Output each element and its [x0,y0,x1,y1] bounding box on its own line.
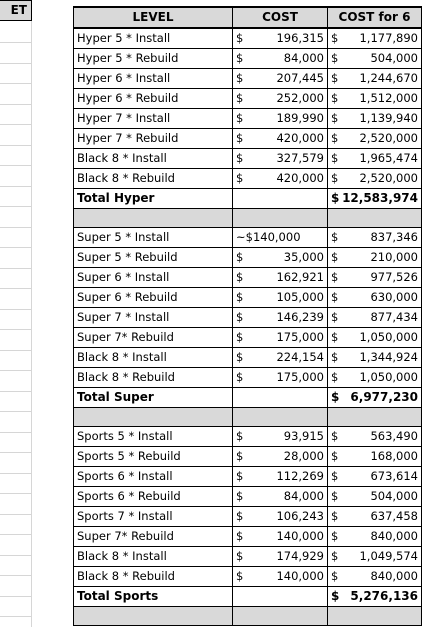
level-cell[interactable]: Black 8 * Install [74,547,233,567]
currency-symbol: $ [331,330,339,344]
cost-for-6-value: 840,000 [370,569,418,583]
level-cell[interactable]: Sports 6 * Rebuild [74,487,233,507]
table-row [74,507,422,527]
header-cost[interactable]: COST [233,7,328,28]
adjacent-gridline [0,616,32,617]
adjacent-gridline [0,596,32,597]
cost-cell[interactable] [233,487,328,507]
currency-symbol: $ [331,250,339,264]
adjacent-sheet-column [0,0,32,627]
cost-for-6-cell[interactable] [328,527,422,547]
cost-for-6-cell[interactable] [328,288,422,308]
total-blank-cell[interactable] [233,388,328,408]
currency-symbol: $ [236,330,244,344]
cost-for-6-cell[interactable] [328,28,422,49]
currency-symbol: $ [331,469,339,483]
cost-for-6-value: 1,344,924 [359,350,418,364]
cost-for-6-value: 1,177,890 [359,31,418,45]
cost-value: 140,000 [276,569,324,583]
level-cell[interactable]: Black 8 * Rebuild [74,567,233,587]
cost-value: 175,000 [276,370,324,384]
adjacent-gridline [0,309,32,310]
total-blank-cell[interactable] [233,587,328,607]
cost-for-6-cell[interactable] [328,69,422,89]
currency-symbol: $ [331,171,339,185]
adjacent-gridline [0,432,32,433]
cost-cell[interactable] [233,109,328,129]
currency-symbol: $ [236,370,244,384]
level-cell[interactable]: Sports 6 * Install [74,467,233,487]
adjacent-gridline [0,411,32,412]
currency-symbol: $ [331,111,339,125]
currency-symbol: $ [331,151,339,165]
cost-for-6-cell[interactable] [328,149,422,169]
cost-value: 162,921 [276,270,324,284]
spacer-cell[interactable] [233,209,328,228]
currency-symbol: $ [331,290,339,304]
cost-for-6-value: 1,244,670 [359,71,418,85]
level-cell[interactable]: Super 7* Rebuild [74,527,233,547]
cost-cell[interactable] [233,348,328,368]
currency-symbol: $ [331,270,339,284]
cost-cell[interactable] [233,268,328,288]
cost-for-6-cell[interactable] [328,368,422,388]
cost-for-6-cell[interactable] [328,447,422,467]
currency-symbol: $ [236,489,244,503]
level-cell[interactable]: Sports 5 * Rebuild [74,447,233,467]
table-row [74,248,422,268]
level-cell[interactable]: Sports 7 * Install [74,507,233,527]
adjacent-gridline [0,42,32,43]
cost-cell[interactable] [233,149,328,169]
adjacent-gridline [0,555,32,556]
level-cell[interactable]: Hyper 7 * Rebuild [74,129,233,149]
currency-symbol: $ [236,350,244,364]
spacer-cell[interactable] [74,209,233,228]
currency-symbol: $ [236,509,244,523]
currency-symbol: $ [236,310,244,324]
currency-symbol: $ [236,469,244,483]
cost-value: 420,000 [276,171,324,185]
cost-value: 112,269 [276,469,324,483]
table-row [74,348,422,368]
cost-value: 146,239 [276,310,324,324]
cost-value: 207,445 [276,71,324,85]
cost-for-6-cell[interactable] [328,507,422,527]
currency-symbol: $ [236,51,244,65]
adjacent-gridline [0,268,32,269]
level-cell[interactable]: Super 7 * Install [74,308,233,328]
table-row [74,567,422,587]
cost-for-6-cell[interactable] [328,328,422,348]
header-level[interactable]: LEVEL [74,7,233,28]
cost-for-6-value: 637,458 [370,509,418,523]
cost-for-6-value: 977,526 [370,270,418,284]
cost-for-6-value: 168,000 [370,449,418,463]
cost-for-6-value: 1,049,574 [359,549,418,563]
adjacent-gridline [0,124,32,125]
adjacent-gridline [0,534,32,535]
currency-symbol: $ [236,151,244,165]
cost-for-6-value: 2,520,000 [359,131,418,145]
adjacent-gridline [0,206,32,207]
currency-symbol: $ [236,71,244,85]
total-value-cell[interactable] [328,587,422,607]
cost-for-6-cell[interactable] [328,308,422,328]
adjacent-gridline [0,452,32,453]
table-row [74,447,422,467]
level-cell[interactable]: Super 5 * Install [74,228,233,248]
table-row [74,368,422,388]
level-cell[interactable]: Sports 5 * Install [74,427,233,447]
cost-cell[interactable] [233,547,328,567]
total-blank-cell[interactable] [233,189,328,209]
cost-value: 28,000 [283,449,324,463]
cost-cell[interactable] [233,248,328,268]
cost-cell[interactable] [233,169,328,189]
adjacent-gridline [0,83,32,84]
cost-value: 175,000 [276,330,324,344]
total-value: 6,977,230 [350,390,418,404]
header-row [74,7,422,28]
level-cell[interactable]: Hyper 6 * Install [74,69,233,89]
header-cost-for-6[interactable]: COST for 6 [328,7,422,28]
currency-symbol: $ [331,131,339,145]
cost-for-6-value: 2,520,000 [359,171,418,185]
table-row [74,427,422,447]
table-row [74,28,422,49]
level-cell[interactable]: Hyper 5 * Rebuild [74,49,233,69]
adjacent-gridline [0,370,32,371]
total-value: 5,276,136 [350,589,418,603]
table-row [74,49,422,69]
level-cell[interactable]: Hyper 5 * Install [74,28,233,49]
cost-value: 106,243 [276,509,324,523]
cost-for-6-cell[interactable] [328,348,422,368]
currency-symbol: $ [331,509,339,523]
adjacent-gridline [0,288,32,289]
cost-for-6-value: 210,000 [370,250,418,264]
cost-cell[interactable] [233,129,328,149]
adjacent-gridline [0,473,32,474]
level-cell[interactable]: Black 8 * Install [74,149,233,169]
currency-symbol: $ [331,449,339,463]
cost-value: 105,000 [276,290,324,304]
currency-symbol: $ [236,31,244,45]
adjacent-gridline [0,493,32,494]
cost-cell[interactable] [233,507,328,527]
total-row [74,388,422,408]
currency-symbol: $ [236,449,244,463]
table-row [74,69,422,89]
table-row [74,129,422,149]
currency-symbol: $ [331,429,339,443]
total-label[interactable]: Total Hyper [74,189,233,209]
currency-symbol: $ [236,569,244,583]
cost-cell[interactable] [233,308,328,328]
adjacent-gridline [0,104,32,105]
currency-symbol: $ [236,549,244,563]
cost-for-6-cell[interactable] [328,169,422,189]
cost-for-6-value: 563,490 [370,429,418,443]
currency-symbol: $ [331,350,339,364]
total-label[interactable]: Total Sports [74,587,233,607]
cost-for-6-value: 1,050,000 [359,370,418,384]
currency-symbol: $ [236,111,244,125]
cost-cell[interactable] [233,567,328,587]
adjacent-gridline [0,329,32,330]
cost-for-6-value: 504,000 [370,51,418,65]
cost-for-6-value: 1,512,000 [359,91,418,105]
total-label[interactable]: Total Super [74,388,233,408]
level-cell[interactable]: Hyper 6 * Rebuild [74,89,233,109]
currency-symbol: $ [331,31,339,45]
cost-value: 189,990 [276,111,324,125]
currency-symbol: $ [331,529,339,543]
currency-symbol: $ [331,589,340,603]
cost-value: 224,154 [276,350,324,364]
table-row [74,308,422,328]
table-row [74,268,422,288]
level-cell[interactable]: Black 8 * Install [74,348,233,368]
cost-for-6-value: 840,000 [370,529,418,543]
table-row [74,328,422,348]
cost-for-6-value: 630,000 [370,290,418,304]
cost-for-6-cell[interactable] [328,567,422,587]
cost-for-6-cell[interactable] [328,427,422,447]
cost-cell[interactable] [233,69,328,89]
currency-symbol: $ [331,370,339,384]
table-row [74,169,422,189]
currency-symbol: $ [236,171,244,185]
currency-symbol: $ [331,191,340,205]
cost-value: 35,000 [283,250,324,264]
cost-cell[interactable]: ~$140,000 [233,228,328,248]
spacer-cell[interactable] [233,607,328,626]
cost-cell[interactable] [233,527,328,547]
spacer-cell[interactable] [74,408,233,427]
cost-for-6-value: 877,434 [370,310,418,324]
level-cell[interactable]: Super 6 * Rebuild [74,288,233,308]
cost-for-6-value: 504,000 [370,489,418,503]
table-row [74,288,422,308]
cost-cell[interactable] [233,427,328,447]
cost-for-6-cell[interactable] [328,467,422,487]
cost-table [73,6,422,626]
cost-for-6-cell[interactable] [328,248,422,268]
currency-symbol: $ [236,429,244,443]
cost-value: 140,000 [276,529,324,543]
cost-for-6-cell[interactable] [328,129,422,149]
spacer-cell[interactable] [233,408,328,427]
level-cell[interactable]: Black 8 * Rebuild [74,169,233,189]
cost-value: 93,915 [283,429,324,443]
cost-for-6-value: 1,050,000 [359,330,418,344]
adjacent-gridline [0,391,32,392]
adjacent-gridline [0,63,32,64]
spacer-cell[interactable] [328,408,422,427]
cost-cell[interactable] [233,288,328,308]
currency-symbol: $ [236,270,244,284]
table-row [74,109,422,129]
total-value: 12,583,974 [342,191,418,205]
currency-symbol: $ [236,529,244,543]
cost-value: 84,000 [283,51,324,65]
currency-symbol: $ [236,131,244,145]
cost-cell[interactable] [233,447,328,467]
currency-symbol: $ [331,71,339,85]
currency-symbol: $ [331,310,339,324]
cost-cell[interactable] [233,49,328,69]
currency-symbol: $ [236,290,244,304]
adjacent-gridline [0,145,32,146]
cost-value: 420,000 [276,131,324,145]
adjacent-gridline [0,227,32,228]
spacer-cell[interactable] [328,607,422,626]
adjacent-sheet-header[interactable]: ET [0,0,32,21]
table-row [74,527,422,547]
total-value-cell[interactable] [328,189,422,209]
currency-symbol: $ [331,489,339,503]
currency-symbol: $ [331,230,339,244]
section-spacer-row [74,408,422,427]
cost-for-6-value: 673,614 [370,469,418,483]
adjacent-gridline [0,514,32,515]
cost-cell[interactable] [233,467,328,487]
currency-symbol: $ [331,549,339,563]
currency-symbol: $ [236,250,244,264]
cost-value: 84,000 [283,489,324,503]
currency-symbol: $ [331,390,340,404]
total-value-cell[interactable] [328,388,422,408]
level-cell[interactable]: Super 7* Rebuild [74,328,233,348]
table-row [74,149,422,169]
cost-cell[interactable] [233,28,328,49]
cost-for-6-cell[interactable] [328,49,422,69]
level-cell[interactable]: Black 8 * Rebuild [74,368,233,388]
table-row [74,89,422,109]
adjacent-gridline [0,186,32,187]
cost-value: 196,315 [276,31,324,45]
adjacent-gridline [31,21,32,627]
cost-for-6-cell[interactable] [328,109,422,129]
adjacent-gridline [0,247,32,248]
cost-for-6-cell[interactable] [328,547,422,567]
currency-symbol: $ [331,569,339,583]
currency-symbol: $ [236,91,244,105]
section-spacer-row [74,209,422,228]
table-row [74,547,422,567]
adjacent-gridline [0,575,32,576]
cost-for-6-cell[interactable] [328,268,422,288]
cost-for-6-value: 1,965,474 [359,151,418,165]
spacer-cell[interactable] [74,607,233,626]
cost-value: 174,929 [276,549,324,563]
currency-symbol: $ [331,51,339,65]
adjacent-gridline [0,350,32,351]
cost-for-6-value: 1,139,940 [359,111,418,125]
section-spacer-row [74,607,422,626]
cost-value: 252,000 [276,91,324,105]
table-row [74,467,422,487]
spacer-cell[interactable] [328,209,422,228]
currency-symbol: $ [331,91,339,105]
cost-for-6-cell[interactable] [328,487,422,507]
level-cell[interactable]: Hyper 7 * Install [74,109,233,129]
total-row [74,587,422,607]
cost-value: 327,579 [276,151,324,165]
level-cell[interactable]: Super 6 * Install [74,268,233,288]
total-row [74,189,422,209]
table-row [74,228,422,248]
cost-cell[interactable] [233,328,328,348]
cost-for-6-cell[interactable] [328,228,422,248]
adjacent-gridline [0,165,32,166]
table-row [74,487,422,507]
cost-for-6-cell[interactable] [328,89,422,109]
cost-for-6-value: 837,346 [370,230,418,244]
cost-cell[interactable] [233,89,328,109]
level-cell[interactable]: Super 5 * Rebuild [74,248,233,268]
cost-cell[interactable] [233,368,328,388]
